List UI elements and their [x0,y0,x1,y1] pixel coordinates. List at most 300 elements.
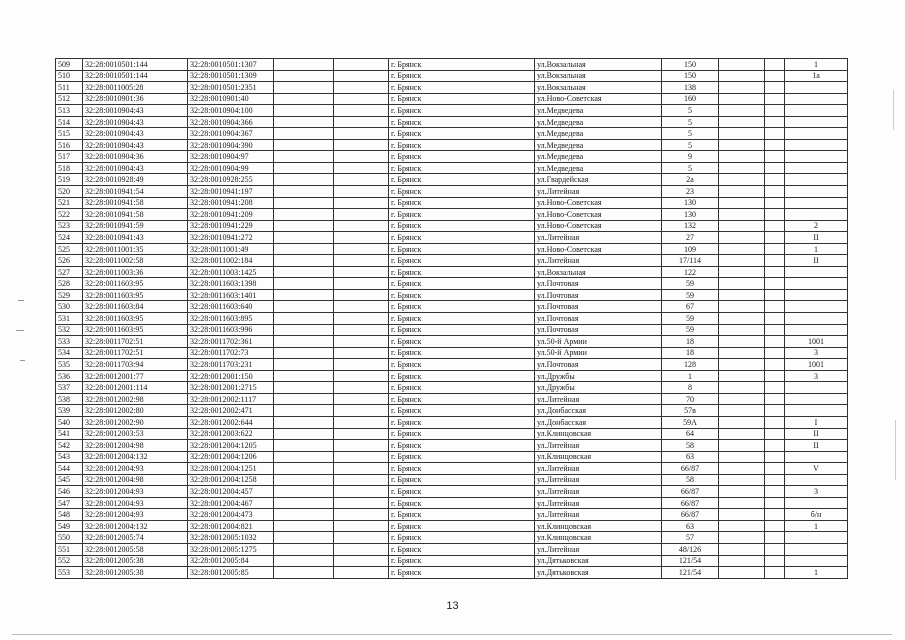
empty-cell-d [765,543,785,555]
house-cell: 8 [662,382,719,394]
empty-cell-a [274,532,334,544]
empty-cell-c [719,278,765,290]
street-cell: ул.Литейная [535,486,662,498]
empty-cell-a [274,370,334,382]
street-cell: ул.Литейная [535,543,662,555]
cadastral-quarter-cell: 32:28:0010941:58 [83,197,188,209]
row-number-cell: 547 [56,497,83,509]
empty-cell-b [334,220,389,232]
row-number-cell: 529 [56,289,83,301]
city-cell: г. Брянск [389,82,535,94]
row-number-cell: 518 [56,162,83,174]
table-row [56,139,848,151]
street-cell: ул.Клинцовская [535,428,662,440]
empty-cell-d [765,278,785,290]
cadastral-quarter-cell: 32:28:0012004:93 [83,463,188,475]
flat-cell: V [785,463,848,475]
city-cell: г. Брянск [389,174,535,186]
street-cell: ул.Почтовая [535,278,662,290]
table-row [56,313,848,325]
scan-mark-left-2 [16,330,24,331]
empty-cell-d [765,486,785,498]
house-cell: 23 [662,186,719,198]
empty-cell-c [719,416,765,428]
empty-cell-a [274,220,334,232]
street-cell: ул.Вокзальная [535,70,662,82]
cadastral-quarter-cell: 32:28:0012002:98 [83,393,188,405]
cadastral-quarter-cell: 32:28:0012005:38 [83,555,188,567]
cadastral-quarter-cell: 32:28:0012002:90 [83,416,188,428]
empty-cell-a [274,266,334,278]
empty-cell-b [334,474,389,486]
empty-cell-a [274,93,334,105]
cadastral-number-cell: 32:28:0010501:1307 [188,59,274,71]
cadastral-number-cell: 32:28:0012005:1275 [188,543,274,555]
city-cell: г. Брянск [389,105,535,117]
street-cell: ул.Дятьковская [535,567,662,579]
empty-cell-b [334,347,389,359]
cadastral-quarter-cell: 32:28:0011003:36 [83,266,188,278]
row-number-cell: 548 [56,509,83,521]
flat-cell [785,151,848,163]
cadastral-quarter-cell: 32:28:0012004:98 [83,474,188,486]
empty-cell-b [334,567,389,579]
street-cell: ул.Почтовая [535,324,662,336]
table-row [56,209,848,221]
flat-cell: I [785,416,848,428]
street-cell: ул.Клинцовская [535,451,662,463]
empty-cell-b [334,463,389,475]
empty-cell-a [274,474,334,486]
empty-cell-d [765,116,785,128]
street-cell: ул.Литейная [535,474,662,486]
cadastral-number-cell: 32:28:0011002:184 [188,255,274,267]
row-number-cell: 551 [56,543,83,555]
empty-cell-c [719,370,765,382]
table-row [56,289,848,301]
empty-cell-b [334,289,389,301]
city-cell: г. Брянск [389,497,535,509]
city-cell: г. Брянск [389,243,535,255]
table-row [56,336,848,348]
empty-cell-a [274,278,334,290]
street-cell: ул.Вокзальная [535,82,662,94]
empty-cell-a [274,301,334,313]
street-cell: ул.Литейная [535,497,662,509]
city-cell: г. Брянск [389,393,535,405]
city-cell: г. Брянск [389,313,535,325]
row-number-cell: 536 [56,370,83,382]
empty-cell-c [719,186,765,198]
cadastral-number-cell: 32:28:0012005:85 [188,567,274,579]
table-row [56,128,848,140]
cadastral-number-cell: 32:28:0011003:1425 [188,266,274,278]
row-number-cell: 533 [56,336,83,348]
empty-cell-d [765,162,785,174]
cadastral-number-cell: 32:28:0011603:1401 [188,289,274,301]
row-number-cell: 515 [56,128,83,140]
scan-mark-right-2 [895,420,896,480]
cadastral-number-cell: 32:28:0011603:996 [188,324,274,336]
empty-cell-a [274,243,334,255]
city-cell: г. Брянск [389,347,535,359]
empty-cell-c [719,197,765,209]
street-cell: ул.Почтовая [535,301,662,313]
scan-mark-left [18,300,24,301]
cadastral-number-cell: 32:28:0010941:197 [188,186,274,198]
empty-cell-d [765,220,785,232]
empty-cell-d [765,70,785,82]
table-row [56,255,848,267]
cadastral-quarter-cell: 32:28:0011603:95 [83,289,188,301]
cadastral-number-cell: 32:28:0010941:208 [188,197,274,209]
empty-cell-b [334,543,389,555]
empty-cell-d [765,370,785,382]
empty-cell-d [765,59,785,71]
empty-cell-c [719,93,765,105]
cadastral-quarter-cell: 32:28:0011603:95 [83,324,188,336]
empty-cell-d [765,209,785,221]
empty-cell-b [334,313,389,325]
flat-cell [785,555,848,567]
street-cell: ул.50-й Армии [535,347,662,359]
flat-cell: 2 [785,220,848,232]
empty-cell-b [334,128,389,140]
house-cell: 122 [662,266,719,278]
cadastral-quarter-cell: 32:28:0012004:93 [83,509,188,521]
empty-cell-c [719,520,765,532]
table-row [56,393,848,405]
empty-cell-c [719,359,765,371]
city-cell: г. Брянск [389,70,535,82]
table-row [56,567,848,579]
empty-cell-a [274,520,334,532]
empty-cell-c [719,451,765,463]
cadastral-number-cell: 32:28:0012003:622 [188,428,274,440]
table-row [56,266,848,278]
cadastral-number-cell: 32:28:0012004:457 [188,486,274,498]
flat-cell [785,105,848,117]
cadastral-number-cell: 32:28:0012004:1206 [188,451,274,463]
row-number-cell: 524 [56,232,83,244]
empty-cell-d [765,186,785,198]
flat-cell [785,497,848,509]
row-number-cell: 549 [56,520,83,532]
cadastral-number-cell: 32:28:0011702:73 [188,347,274,359]
cadastral-number-cell: 32:28:0010904:100 [188,105,274,117]
cadastral-quarter-cell: 32:28:0010941:58 [83,209,188,221]
scan-mark-right [893,90,894,130]
empty-cell-d [765,532,785,544]
empty-cell-b [334,232,389,244]
city-cell: г. Брянск [389,567,535,579]
table-row [56,278,848,290]
empty-cell-b [334,82,389,94]
row-number-cell: 528 [56,278,83,290]
house-cell: 66/87 [662,463,719,475]
empty-cell-c [719,532,765,544]
table-row [56,520,848,532]
empty-cell-d [765,474,785,486]
table-row [56,497,848,509]
empty-cell-a [274,555,334,567]
city-cell: г. Брянск [389,509,535,521]
empty-cell-d [765,336,785,348]
empty-cell-c [719,474,765,486]
table-row [56,243,848,255]
flat-cell: II [785,232,848,244]
row-number-cell: 522 [56,209,83,221]
city-cell: г. Брянск [389,186,535,198]
flat-cell [785,162,848,174]
cadastral-quarter-cell: 32:28:0010904:43 [83,139,188,151]
city-cell: г. Брянск [389,532,535,544]
flat-cell [785,405,848,417]
scan-mark-left-3 [20,360,25,361]
flat-cell: 1001 [785,359,848,371]
table-row [56,532,848,544]
street-cell: ул.Медведева [535,105,662,117]
empty-cell-c [719,440,765,452]
table-row [56,555,848,567]
house-cell: 66/87 [662,497,719,509]
city-cell: г. Брянск [389,278,535,290]
empty-cell-a [274,186,334,198]
house-cell: 59 [662,278,719,290]
row-number-cell: 553 [56,567,83,579]
empty-cell-a [274,324,334,336]
cadastral-number-cell: 32:28:0012004:1205 [188,440,274,452]
empty-cell-d [765,555,785,567]
table-row [56,509,848,521]
empty-cell-a [274,289,334,301]
row-number-cell: 523 [56,220,83,232]
street-cell: ул.Клинцовская [535,520,662,532]
empty-cell-b [334,70,389,82]
empty-cell-d [765,255,785,267]
house-cell: 121/54 [662,567,719,579]
scan-edge-line [12,634,892,635]
city-cell: г. Брянск [389,486,535,498]
empty-cell-a [274,116,334,128]
empty-cell-c [719,243,765,255]
empty-cell-c [719,347,765,359]
house-cell: 67 [662,301,719,313]
empty-cell-d [765,289,785,301]
empty-cell-a [274,232,334,244]
cadastral-quarter-cell: 32:28:0010904:43 [83,116,188,128]
city-cell: г. Брянск [389,139,535,151]
row-number-cell: 512 [56,93,83,105]
cadastral-quarter-cell: 32:28:0012001:114 [83,382,188,394]
table-row [56,301,848,313]
cadastral-number-cell: 32:28:0012002:471 [188,405,274,417]
empty-cell-b [334,382,389,394]
house-cell: 57 [662,532,719,544]
empty-cell-c [719,162,765,174]
empty-cell-a [274,382,334,394]
table-row [56,93,848,105]
house-cell: 9 [662,151,719,163]
cadastral-number-cell: 32:28:0012002:1117 [188,393,274,405]
table-row [56,451,848,463]
empty-cell-c [719,393,765,405]
table-row [56,197,848,209]
street-cell: ул.Ново-Советская [535,209,662,221]
house-cell: 59А [662,416,719,428]
table-row [56,105,848,117]
street-cell: ул.Литейная [535,232,662,244]
house-cell: 27 [662,232,719,244]
city-cell: г. Брянск [389,463,535,475]
city-cell: г. Брянск [389,289,535,301]
empty-cell-c [719,405,765,417]
empty-cell-b [334,509,389,521]
city-cell: г. Брянск [389,440,535,452]
empty-cell-b [334,243,389,255]
flat-cell [785,382,848,394]
empty-cell-b [334,393,389,405]
house-cell: 18 [662,347,719,359]
cadastral-quarter-cell: 32:28:0010901:36 [83,93,188,105]
empty-cell-a [274,70,334,82]
flat-cell [785,532,848,544]
row-number-cell: 535 [56,359,83,371]
house-cell: 59 [662,324,719,336]
city-cell: г. Брянск [389,59,535,71]
empty-cell-d [765,128,785,140]
house-cell: 48/126 [662,543,719,555]
flat-cell [785,266,848,278]
flat-cell [785,116,848,128]
empty-cell-c [719,116,765,128]
city-cell: г. Брянск [389,382,535,394]
row-number-cell: 540 [56,416,83,428]
empty-cell-d [765,347,785,359]
cadastral-quarter-cell: 32:28:0012004:93 [83,497,188,509]
street-cell: ул.Почтовая [535,313,662,325]
empty-cell-a [274,497,334,509]
cadastral-quarter-cell: 32:28:0012002:80 [83,405,188,417]
cadastral-number-cell: 32:28:0012004:1258 [188,474,274,486]
cadastral-quarter-cell: 32:28:0012005:58 [83,543,188,555]
cadastral-quarter-cell: 32:28:0011702:51 [83,347,188,359]
house-cell: 130 [662,209,719,221]
row-number-cell: 513 [56,105,83,117]
empty-cell-a [274,174,334,186]
empty-cell-c [719,151,765,163]
street-cell: ул.Гвардейская [535,174,662,186]
empty-cell-b [334,324,389,336]
empty-cell-d [765,451,785,463]
row-number-cell: 526 [56,255,83,267]
cadastral-number-cell: 32:28:0012001:150 [188,370,274,382]
empty-cell-c [719,486,765,498]
row-number-cell: 509 [56,59,83,71]
table-row [56,347,848,359]
empty-cell-b [334,416,389,428]
cadastral-quarter-cell: 32:28:0011005:28 [83,82,188,94]
empty-cell-c [719,255,765,267]
empty-cell-d [765,428,785,440]
cadastral-number-cell: 32:28:0012002:644 [188,416,274,428]
table-row [56,416,848,428]
street-cell: ул.Медведева [535,116,662,128]
flat-cell: 3 [785,486,848,498]
house-cell: 57в [662,405,719,417]
house-cell: 109 [662,243,719,255]
house-cell: 17/114 [662,255,719,267]
cadastral-quarter-cell: 32:28:0012001:77 [83,370,188,382]
empty-cell-b [334,162,389,174]
flat-cell: II [785,428,848,440]
empty-cell-b [334,520,389,532]
cadastral-quarter-cell: 32:28:0012005:38 [83,567,188,579]
table-row [56,116,848,128]
city-cell: г. Брянск [389,520,535,532]
flat-cell [785,289,848,301]
street-cell: ул.Донбасская [535,416,662,428]
cadastral-number-cell: 32:28:0010901:40 [188,93,274,105]
city-cell: г. Брянск [389,359,535,371]
house-cell: 130 [662,197,719,209]
table-row [56,232,848,244]
row-number-cell: 530 [56,301,83,313]
empty-cell-d [765,105,785,117]
empty-cell-c [719,70,765,82]
empty-cell-b [334,532,389,544]
empty-cell-a [274,543,334,555]
city-cell: г. Брянск [389,266,535,278]
empty-cell-c [719,324,765,336]
cadastral-number-cell: 32:28:0010501:2351 [188,82,274,94]
city-cell: г. Брянск [389,220,535,232]
empty-cell-c [719,555,765,567]
flat-cell [785,186,848,198]
city-cell: г. Брянск [389,416,535,428]
cadastral-quarter-cell: 32:28:0010904:43 [83,105,188,117]
street-cell: ул.Клинцовская [535,532,662,544]
table-row [56,162,848,174]
flat-cell [785,128,848,140]
cadastral-quarter-cell: 32:28:0010904:36 [83,151,188,163]
cadastral-quarter-cell: 32:28:0010941:59 [83,220,188,232]
street-cell: ул.Почтовая [535,289,662,301]
flat-cell: 1001 [785,336,848,348]
flat-cell: 1 [785,59,848,71]
empty-cell-c [719,497,765,509]
flat-cell [785,278,848,290]
row-number-cell: 514 [56,116,83,128]
cadastral-number-cell: 32:28:0011702:361 [188,336,274,348]
empty-cell-a [274,359,334,371]
flat-cell [785,139,848,151]
flat-cell: 1 [785,243,848,255]
empty-cell-c [719,266,765,278]
empty-cell-c [719,463,765,475]
cadastral-number-cell: 32:28:0010941:272 [188,232,274,244]
street-cell: ул.Литейная [535,463,662,475]
row-number-cell: 525 [56,243,83,255]
cadastral-number-cell: 32:28:0010904:367 [188,128,274,140]
flat-cell [785,301,848,313]
house-cell: 150 [662,70,719,82]
flat-cell [785,93,848,105]
cadastral-quarter-cell: 32:28:0012004:132 [83,451,188,463]
row-number-cell: 550 [56,532,83,544]
empty-cell-a [274,463,334,475]
cadastral-number-cell: 32:28:0012001:2715 [188,382,274,394]
